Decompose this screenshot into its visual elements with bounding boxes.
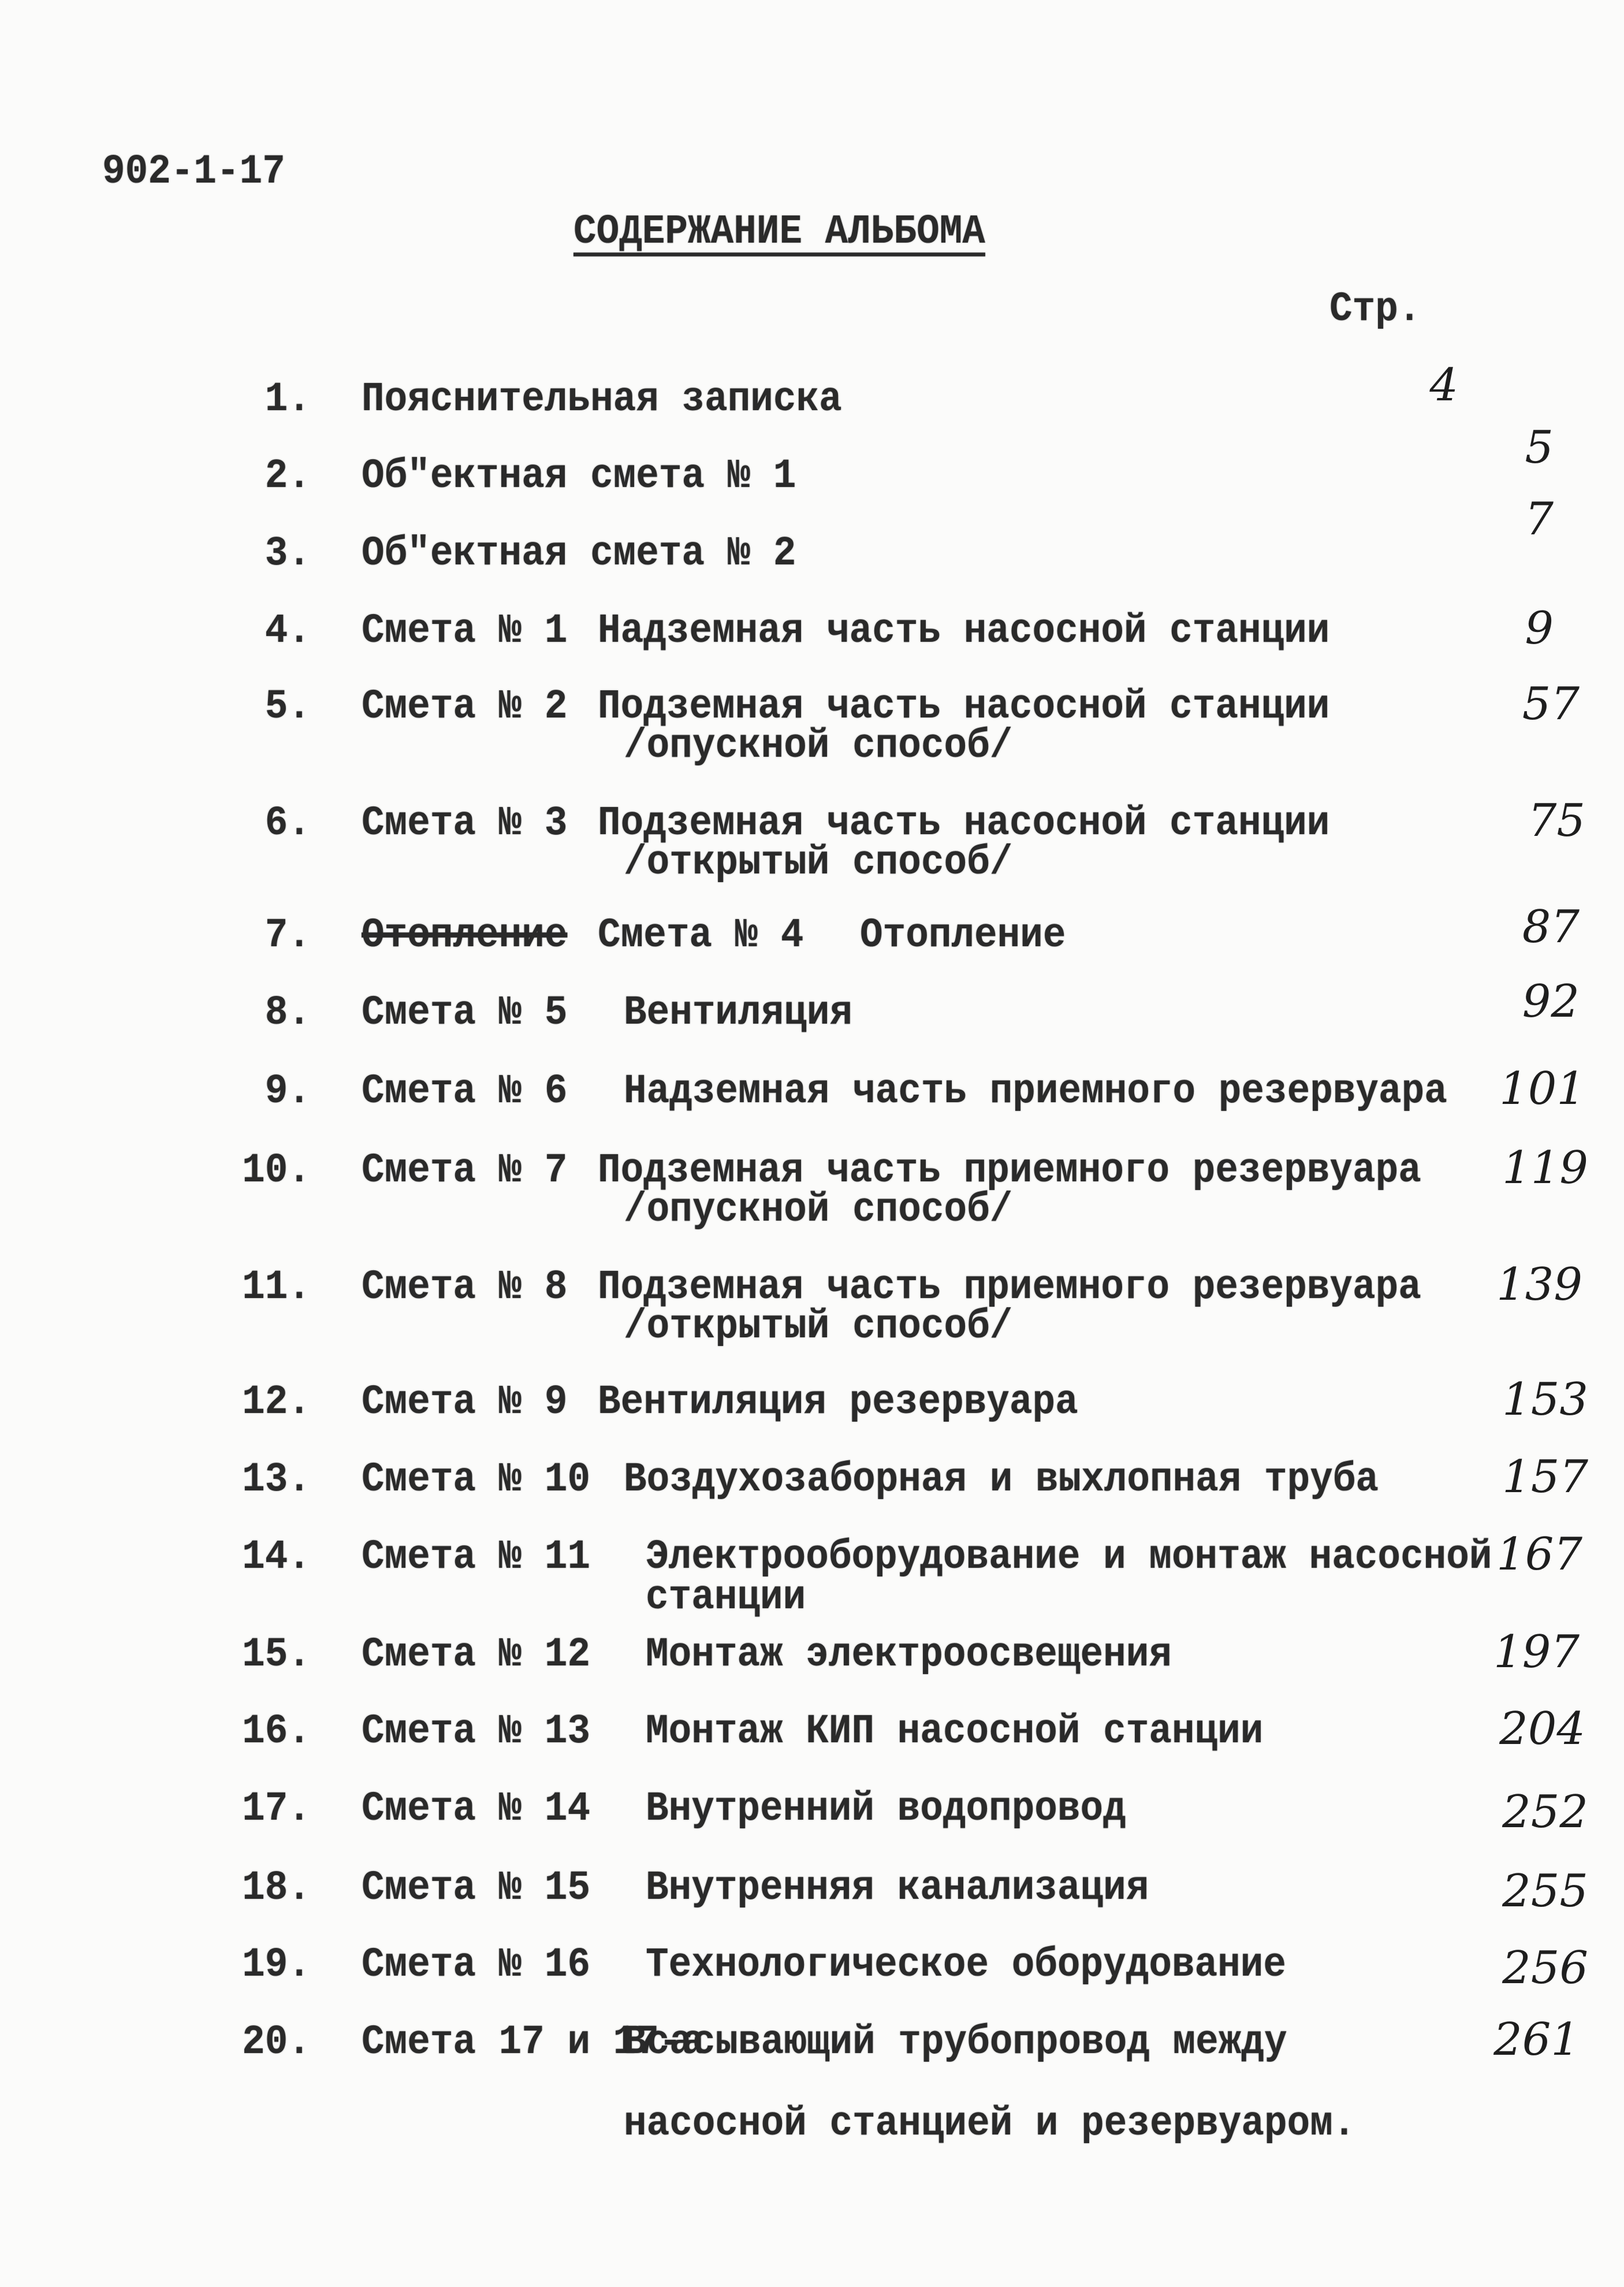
item-number: 11. bbox=[242, 1263, 311, 1311]
item-title: Технологическое оборудование bbox=[646, 1941, 1286, 1988]
item-number: 14. bbox=[242, 1533, 311, 1581]
item-title-continuation: /опускной способ/ bbox=[624, 722, 1013, 769]
item-title: Воздухозаборная и выхлопная труба bbox=[624, 1456, 1379, 1503]
page-column-label: Стр. bbox=[1329, 285, 1421, 333]
item-page-number: 75 bbox=[1528, 795, 1585, 847]
item-page-number: 256 bbox=[1502, 1942, 1588, 1994]
item-number: 5. bbox=[265, 683, 311, 730]
item-page-number: 167 bbox=[1496, 1529, 1582, 1581]
item-page-number: 92 bbox=[1522, 976, 1580, 1028]
item-prefix: Смета № 16 bbox=[362, 1941, 591, 1988]
item-page-number: 5 bbox=[1525, 422, 1554, 474]
item-page-number: 119 bbox=[1502, 1142, 1588, 1194]
item-title-continuation: насосной станцией и резервуаром. bbox=[624, 2100, 1356, 2147]
item-struck-text: Отопление bbox=[362, 912, 568, 959]
item-prefix: Смета № 1 bbox=[362, 607, 568, 655]
page-title: СОДЕРЖАНИЕ АЛЬБОМА bbox=[573, 208, 985, 255]
item-number: 2. bbox=[265, 452, 311, 500]
item-prefix: Смета № 5 bbox=[362, 989, 568, 1036]
item-prefix: Смета № 2 bbox=[362, 683, 568, 730]
item-page-number: 153 bbox=[1502, 1374, 1588, 1426]
item-number: 8. bbox=[265, 989, 311, 1036]
item-prefix: Смета № 12 bbox=[362, 1631, 591, 1678]
item-number: 1. bbox=[265, 375, 311, 423]
item-title: Подземная часть приемного резервуара bbox=[598, 1147, 1421, 1194]
item-prefix: Смета № 8 bbox=[362, 1263, 568, 1311]
item-number: 12. bbox=[242, 1378, 311, 1426]
item-number: 6. bbox=[265, 799, 311, 847]
item-prefix: Смета № 9 bbox=[362, 1378, 568, 1426]
item-number: 16. bbox=[242, 1708, 311, 1755]
item-page-number: 4 bbox=[1429, 359, 1458, 411]
item-title: Всасывающий трубопровод между bbox=[624, 2018, 1287, 2066]
item-title: Пояснительная записка bbox=[362, 375, 842, 423]
item-page-number: 197 bbox=[1493, 1626, 1580, 1678]
item-title: Об"ектная смета № 2 bbox=[362, 530, 796, 577]
item-title: Электрооборудование и монтаж насосной bbox=[646, 1533, 1492, 1581]
item-number: 3. bbox=[265, 530, 311, 577]
item-number: 20. bbox=[242, 2018, 311, 2066]
item-page-number: 157 bbox=[1502, 1451, 1588, 1503]
item-title: Надземная часть насосной станции bbox=[598, 607, 1330, 655]
item-prefix: Смета № 7 bbox=[362, 1147, 568, 1194]
item-number: 13. bbox=[242, 1456, 311, 1503]
item-title-continuation: /открытый способ/ bbox=[624, 839, 1013, 886]
item-page-number: 101 bbox=[1499, 1063, 1585, 1115]
item-page-number: 7 bbox=[1525, 493, 1554, 545]
item-number: 10. bbox=[242, 1147, 311, 1194]
item-title: Подземная часть насосной станции bbox=[598, 683, 1330, 730]
item-title: Подземная часть насосной станции bbox=[598, 799, 1330, 847]
item-page-number: 255 bbox=[1502, 1865, 1588, 1917]
item-title: Отопление bbox=[860, 912, 1066, 959]
item-prefix: Смета № 10 bbox=[362, 1456, 591, 1503]
item-title-continuation: /опускной способ/ bbox=[624, 1186, 1013, 1233]
item-title: Надземная часть приемного резервуара bbox=[624, 1068, 1447, 1115]
item-prefix: Смета № 4 bbox=[598, 912, 804, 959]
item-title: Монтаж электроосвещения bbox=[646, 1631, 1172, 1678]
item-number: 7. bbox=[265, 912, 311, 959]
item-number: 15. bbox=[242, 1631, 311, 1678]
item-title-continuation: станции bbox=[646, 1574, 806, 1621]
item-page-number: 252 bbox=[1502, 1786, 1588, 1838]
item-title: Вентиляция резервуара bbox=[598, 1378, 1078, 1426]
item-prefix: Смета № 6 bbox=[362, 1068, 568, 1115]
item-prefix: Смета № 14 bbox=[362, 1785, 591, 1832]
item-page-number: 87 bbox=[1522, 901, 1580, 953]
document-code: 902-1-17 bbox=[102, 148, 285, 195]
item-number: 4. bbox=[265, 607, 311, 655]
item-title: Вентиляция bbox=[624, 989, 853, 1036]
item-title: Об"ектная смета № 1 bbox=[362, 452, 796, 500]
item-title-continuation: /открытый способ/ bbox=[624, 1303, 1013, 1350]
item-title: Внутренняя канализация bbox=[646, 1864, 1149, 1912]
item-page-number: 57 bbox=[1522, 678, 1580, 730]
item-page-number: 204 bbox=[1499, 1703, 1585, 1755]
item-title: Подземная часть приемного резервуара bbox=[598, 1263, 1421, 1311]
item-prefix: Смета № 15 bbox=[362, 1864, 591, 1912]
item-number: 9. bbox=[265, 1068, 311, 1115]
item-prefix: Смета № 11 bbox=[362, 1533, 591, 1581]
item-page-number: 261 bbox=[1493, 2014, 1580, 2066]
item-number: 19. bbox=[242, 1941, 311, 1988]
item-page-number: 139 bbox=[1496, 1259, 1582, 1311]
item-prefix: Смета № 3 bbox=[362, 799, 568, 847]
item-title: Внутренний водопровод bbox=[646, 1785, 1126, 1832]
item-page-number: 9 bbox=[1525, 603, 1554, 655]
item-prefix: Смета № 13 bbox=[362, 1708, 591, 1755]
item-number: 17. bbox=[242, 1785, 311, 1832]
item-number: 18. bbox=[242, 1864, 311, 1912]
item-prefix: Смета 17 и 17-а bbox=[362, 2018, 705, 2066]
item-title: Монтаж КИП насосной станции bbox=[646, 1708, 1264, 1755]
